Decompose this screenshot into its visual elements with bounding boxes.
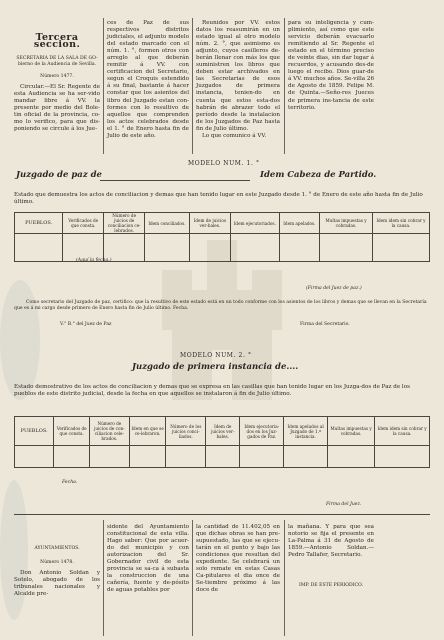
- modelo-1-lead: Estado que demuestra los actos de conciliacion y demas que han tenido lugar en este Juzgado desde 1. ° de Enero de este año hasta fin de Julio último.: [14, 192, 423, 205]
- col-header: Idem ejecutoria-dos en los Juz-gados de Paz.: [240, 417, 284, 446]
- column-rule: [192, 18, 193, 154]
- table-cell: [320, 234, 373, 262]
- col-header: Idem idem sin cobrar y la causa.: [372, 213, 429, 234]
- table-cell: [189, 234, 230, 262]
- col-header: PUEBLOS.: [15, 213, 63, 234]
- notice-number-2: Número 1478.: [40, 560, 74, 565]
- col-header: Idem de juicios ver-bales.: [206, 417, 240, 446]
- table-cell: [166, 446, 206, 468]
- bottom-col-3-text: la cantidad de 11.402,05 en que dichas obras se han pre-supuestado, las que se ejecu-tarán en el punto y bajo las condiciones que resultan del expediente. Se celebrará un solo remate en estas Casas Ca-pitulares el dia once de Se-tiembre próximo á las doce de: [196, 524, 280, 594]
- col-header: Idem ejecutoriados.: [231, 213, 280, 234]
- column-1: [14, 20, 100, 133]
- table-cell: [145, 234, 190, 262]
- column-rule: [284, 520, 285, 636]
- table-cell: [206, 446, 240, 468]
- column-4-text: para su inteligencia y cum-plimiento, así como que este servicio deberán evacuarlo remitiendo al Sr. Regente el estado en el término preciso de veinte dias, sin dar lugar á recuerdos, y acusando des-de luego el recibo. Dios guar-de á VV. muchos años. Se-villa 26 de Agosto de 1859. Felipe M. de Quinta.—Seño-res Jueces de primera ins-tancia de este territorio.: [288, 20, 374, 111]
- ayuntamientos-heading: AYUNTAMIENTOS.: [34, 546, 80, 551]
- col-header: Verificados de que consta.: [54, 417, 90, 446]
- col-header: Verificados de que consta.: [63, 213, 104, 234]
- col-header: Número de juicios de con-ciliacion cele-brados.: [89, 417, 129, 446]
- table-cell: [15, 234, 63, 262]
- col-header: Número de juicios de conciliacion ce-lebrados.: [104, 213, 145, 234]
- table-cell: [15, 446, 54, 468]
- column-3: [196, 20, 280, 140]
- table-cell: [375, 446, 430, 468]
- paper-stain: [0, 280, 40, 400]
- modelo-2-fecha: Fecha.: [62, 480, 78, 485]
- modelo-1-firma-sec: Firma del Secretario.: [300, 322, 350, 327]
- section-title: Tercera seccion.: [33, 32, 81, 51]
- table-cell: [327, 446, 374, 468]
- bottom-column-1: [14, 546, 100, 598]
- column-3-text: Reunidos por VV. estos datos los reasumirán en un estado igual al otro modelo núm. 2. °, que asimismo es adjunto, cuyos casilleros de-berán llenar con más los que suministren los libros que deben estar archivados en las Secretarias de esos Juzgados de primera instancia, tenien-do en cuenta que estos esta-dos habrán de abrazer todo el período desde la instalacion de los Juzgados de Paz hasta fin de Julio último.: [196, 20, 280, 132]
- col-header: Idem de juicios ver-bales.: [189, 213, 230, 234]
- modelo-1-title: MODELO NUM. 1. °: [188, 160, 260, 167]
- circular-text: Circular.—El Sr. Regente de esta Audiencia se ha ser-vido mandar libre á VV. la presente por medio del Bole-tin oficial de la provincia, co-mo lo verifico, para que dis-poniendo se circule á los Jue-: [14, 84, 100, 133]
- modelo-1-fecha: (Aquí la fecha.): [76, 258, 112, 263]
- col-header: PUEBLOS.: [15, 417, 54, 446]
- table-cell: [240, 446, 284, 468]
- bottom-col-1-text: Don Antonio Soldan y Sotelo, abogado de los tribunales nacionales y Alcalde pre-: [14, 570, 100, 598]
- table-cell: [279, 234, 319, 262]
- modelo-2-table: [14, 416, 430, 468]
- imprenta-label: IMP. DE ESTE PERIODICO.: [299, 583, 363, 589]
- col-header: Idem en que se ce-lebraron.: [129, 417, 166, 446]
- notice-number: Número 1477.: [40, 74, 74, 80]
- column-3-closing: Lo que comunico á VV.: [202, 132, 267, 139]
- fill-line: [100, 180, 250, 181]
- column-4: [288, 20, 374, 112]
- section-divider: [14, 514, 430, 515]
- column-2: [107, 20, 189, 140]
- table-cell: [54, 446, 90, 468]
- table-cell: [129, 446, 166, 468]
- column-2-text: ces de Paz de sus respectivos distritos judiciales, el adjunto modelo del estado marcado con el núm. 1. °, formen otros con arreglo al que deberán remitir á VV. con certificacion del Secretario, segun el Croquis estendido á su final, bastante á hacer constar que los asientos del libro del Juzgado estan con-formes con lo resultivo de aquellos que comprenden los actos celebrados desde el 1. ° de Enero hasta fin de Julio de este año.: [107, 20, 189, 139]
- col-header: Idem idem sin cobrar y la causa.: [375, 417, 430, 446]
- bottom-column-2: [107, 524, 189, 594]
- modelo-1-table: [14, 212, 430, 262]
- secretaria-heading: SECRETARIA DE LA SALA DE GO-bierno de la Audiencia de Sevilla.: [16, 56, 98, 68]
- col-header: Número de los juicios conci-liados.: [166, 417, 206, 446]
- table-cell: [372, 234, 429, 262]
- column-rule: [103, 520, 104, 636]
- modelo-2-firma: Firma del Juez.: [326, 502, 362, 507]
- column-rule: [103, 18, 104, 154]
- bottom-col-2-text: sidente del Ayuntamiento constitucional de esta villa. Hago saber: Que por acuer-do del municipio y con autorizacion del Sr. Gobernador civil de esta provincia se sa-ca á subasta la construccion de una cañería, fuente y de-pósito de aguas potables por: [107, 524, 189, 594]
- column-rule: [192, 520, 193, 636]
- bottom-col-4-text: la mañana. Y para que sea notorio se fija el presente en La-Palma á 31 de Agosto de 1859.—Antonio Soldan.—Pedro Tallafer, Secretario.: [288, 524, 374, 559]
- modelo-1-firma: (Firma del Juez de paz.): [306, 286, 362, 291]
- col-header: Multas impuestas y cobradas.: [320, 213, 373, 234]
- col-header: Idem conciliados.: [145, 213, 190, 234]
- table-cell: [89, 446, 129, 468]
- column-rule: [284, 18, 285, 154]
- col-header: Idem apelados al Juzgado de 1.ª instancia.: [284, 417, 328, 446]
- col-header: Idem apelados.: [279, 213, 319, 234]
- modelo-1-cert: Como secretario del Juzgado de paz, certifico: que la resultivo de este estado está en un todo conforme con los asientos de los libros y demas que se llevan en la Secretaría que es á mi cargo desde primero de Enero hasta fin de Julio último. Fecha.: [14, 300, 427, 311]
- modelo-2-script-title: Juzgado de primera instancia de....: [132, 362, 299, 372]
- modelo-1-right-label: Idem Cabeza de Partido.: [260, 170, 377, 180]
- table-cell: [231, 234, 280, 262]
- modelo-1-left-label: Juzgado de paz de: [16, 170, 102, 180]
- table-cell: [284, 446, 328, 468]
- modelo-2-lead: Estado demostrativo de los actos de conciliacion y demas que se expresa en las casillas que han tenido lugar en los Juzga-dos de Paz de los pueblos de este distrito judicial, desde la fecha en que aquellos se instalaron á fin de Julio último.: [14, 384, 410, 397]
- col-header: Multas impuestas y cobradas.: [327, 417, 374, 446]
- bottom-column-4: [288, 524, 374, 589]
- bottom-column-3: [196, 524, 280, 594]
- modelo-1-vb: V.° B.° del Juez de Paz: [60, 322, 112, 327]
- modelo-2-title: MODELO NUM. 2. °: [180, 352, 252, 359]
